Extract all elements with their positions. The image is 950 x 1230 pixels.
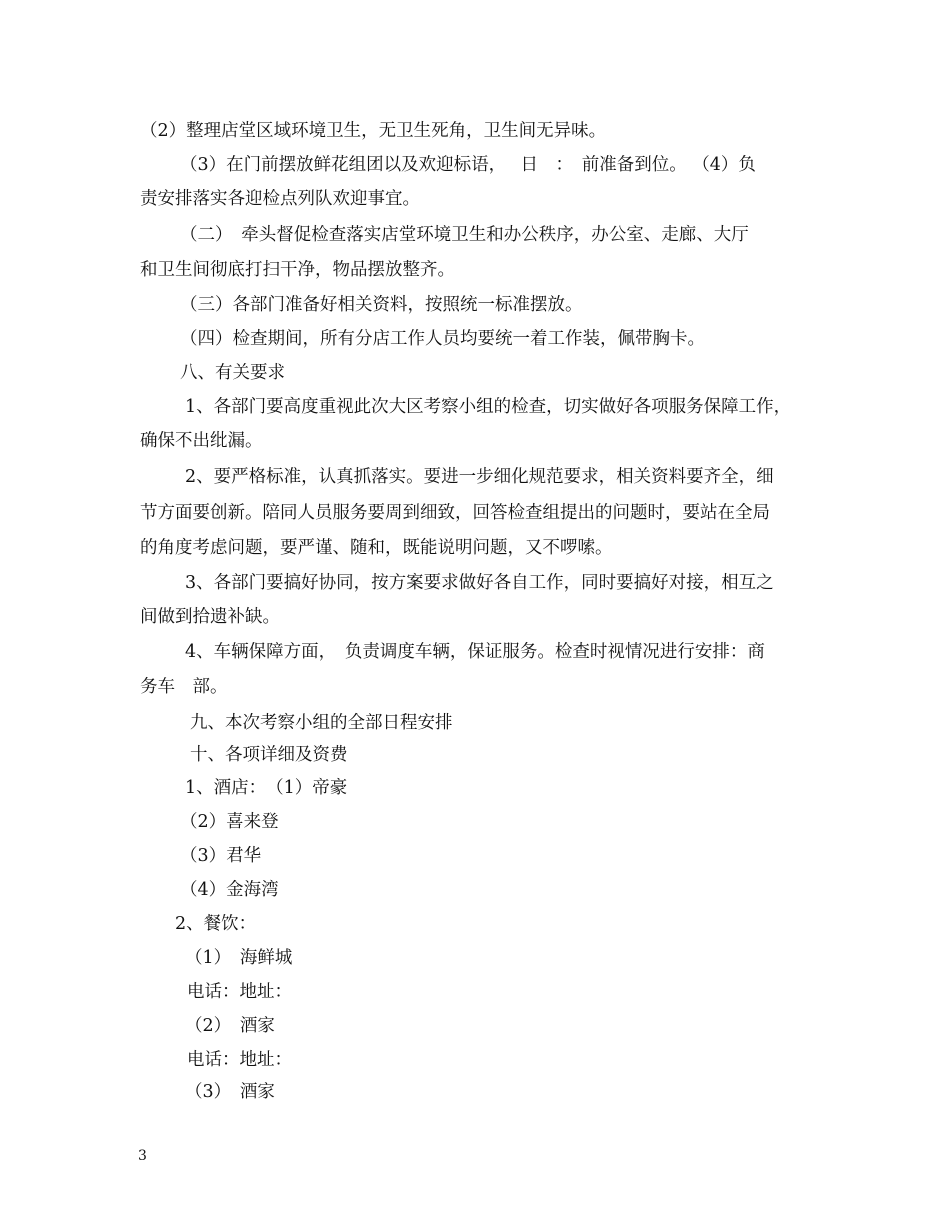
list-item: （2）喜来登 [180,812,279,832]
text-line: 节方面要创新。陪同人员服务要周到细致，回答检查组提出的问题时，要站在全局 [140,503,770,523]
list-item: 电话：地址： [187,982,292,1002]
text-line: （2）整理店堂区域环境卫生，无卫生死角，卫生间无异味。 [140,121,607,141]
text-line: （3）在门前摆放鲜花组团以及欢迎标语， 日 ： 前准备到位。 （4）负 [180,155,756,175]
text-line: 2、要严格标准，认真抓落实。要进一步细化规范要求，相关资料要齐全，细 [185,467,774,487]
text-line: 务车 部。 [140,677,228,697]
list-item: （2） 酒家 [185,1016,275,1036]
text-line: 3、各部门要搞好协同，按方案要求做好各自工作，同时要搞好对接，相互之 [185,573,774,593]
list-item: 1、酒店： （1）帝豪 [185,778,348,798]
text-line: 1、各部门要高度重视此次大区考察小组的检查，切实做好各项服务保障工作， [185,397,792,417]
text-line: 责安排落实各迎检点列队欢迎事宜。 [140,189,420,209]
text-line: （三）各部门准备好相关资料，按照统一标准摆放。 [180,295,583,315]
text-line: 间做到拾遗补缺。 [140,607,280,627]
text-line: （四）检查期间，所有分店工作人员均要统一着工作装，佩带胸卡。 [180,329,705,349]
section-heading: 九、本次考察小组的全部日程安排 [190,713,453,733]
list-item: 2、餐饮： [175,914,257,934]
section-heading: 十、各项详细及资费 [190,745,348,765]
text-line: 和卫生间彻底打扫干净，物品摆放整齐。 [140,260,455,280]
list-item: （1） 海鲜城 [185,948,293,968]
section-heading: 八、有关要求 [180,363,285,383]
page-number: 3 [138,1148,147,1164]
list-item: （3） 酒家 [185,1082,275,1102]
list-item: 电话：地址： [187,1050,292,1070]
list-item: （3）君华 [180,846,262,866]
text-line: 确保不出纰漏。 [140,431,263,451]
text-line: （二） 牵头督促检查落实店堂环境卫生和办公秩序，办公室、走廊、大厅 [180,225,749,245]
text-line: 的角度考虑问题，要严谨、随和，既能说明问题，又不啰嗦。 [140,538,613,558]
list-item: （4）金海湾 [180,880,279,900]
text-line: 4、车辆保障方面， 负责调度车辆，保证服务。检查时视情况进行安排：商 [185,642,765,662]
